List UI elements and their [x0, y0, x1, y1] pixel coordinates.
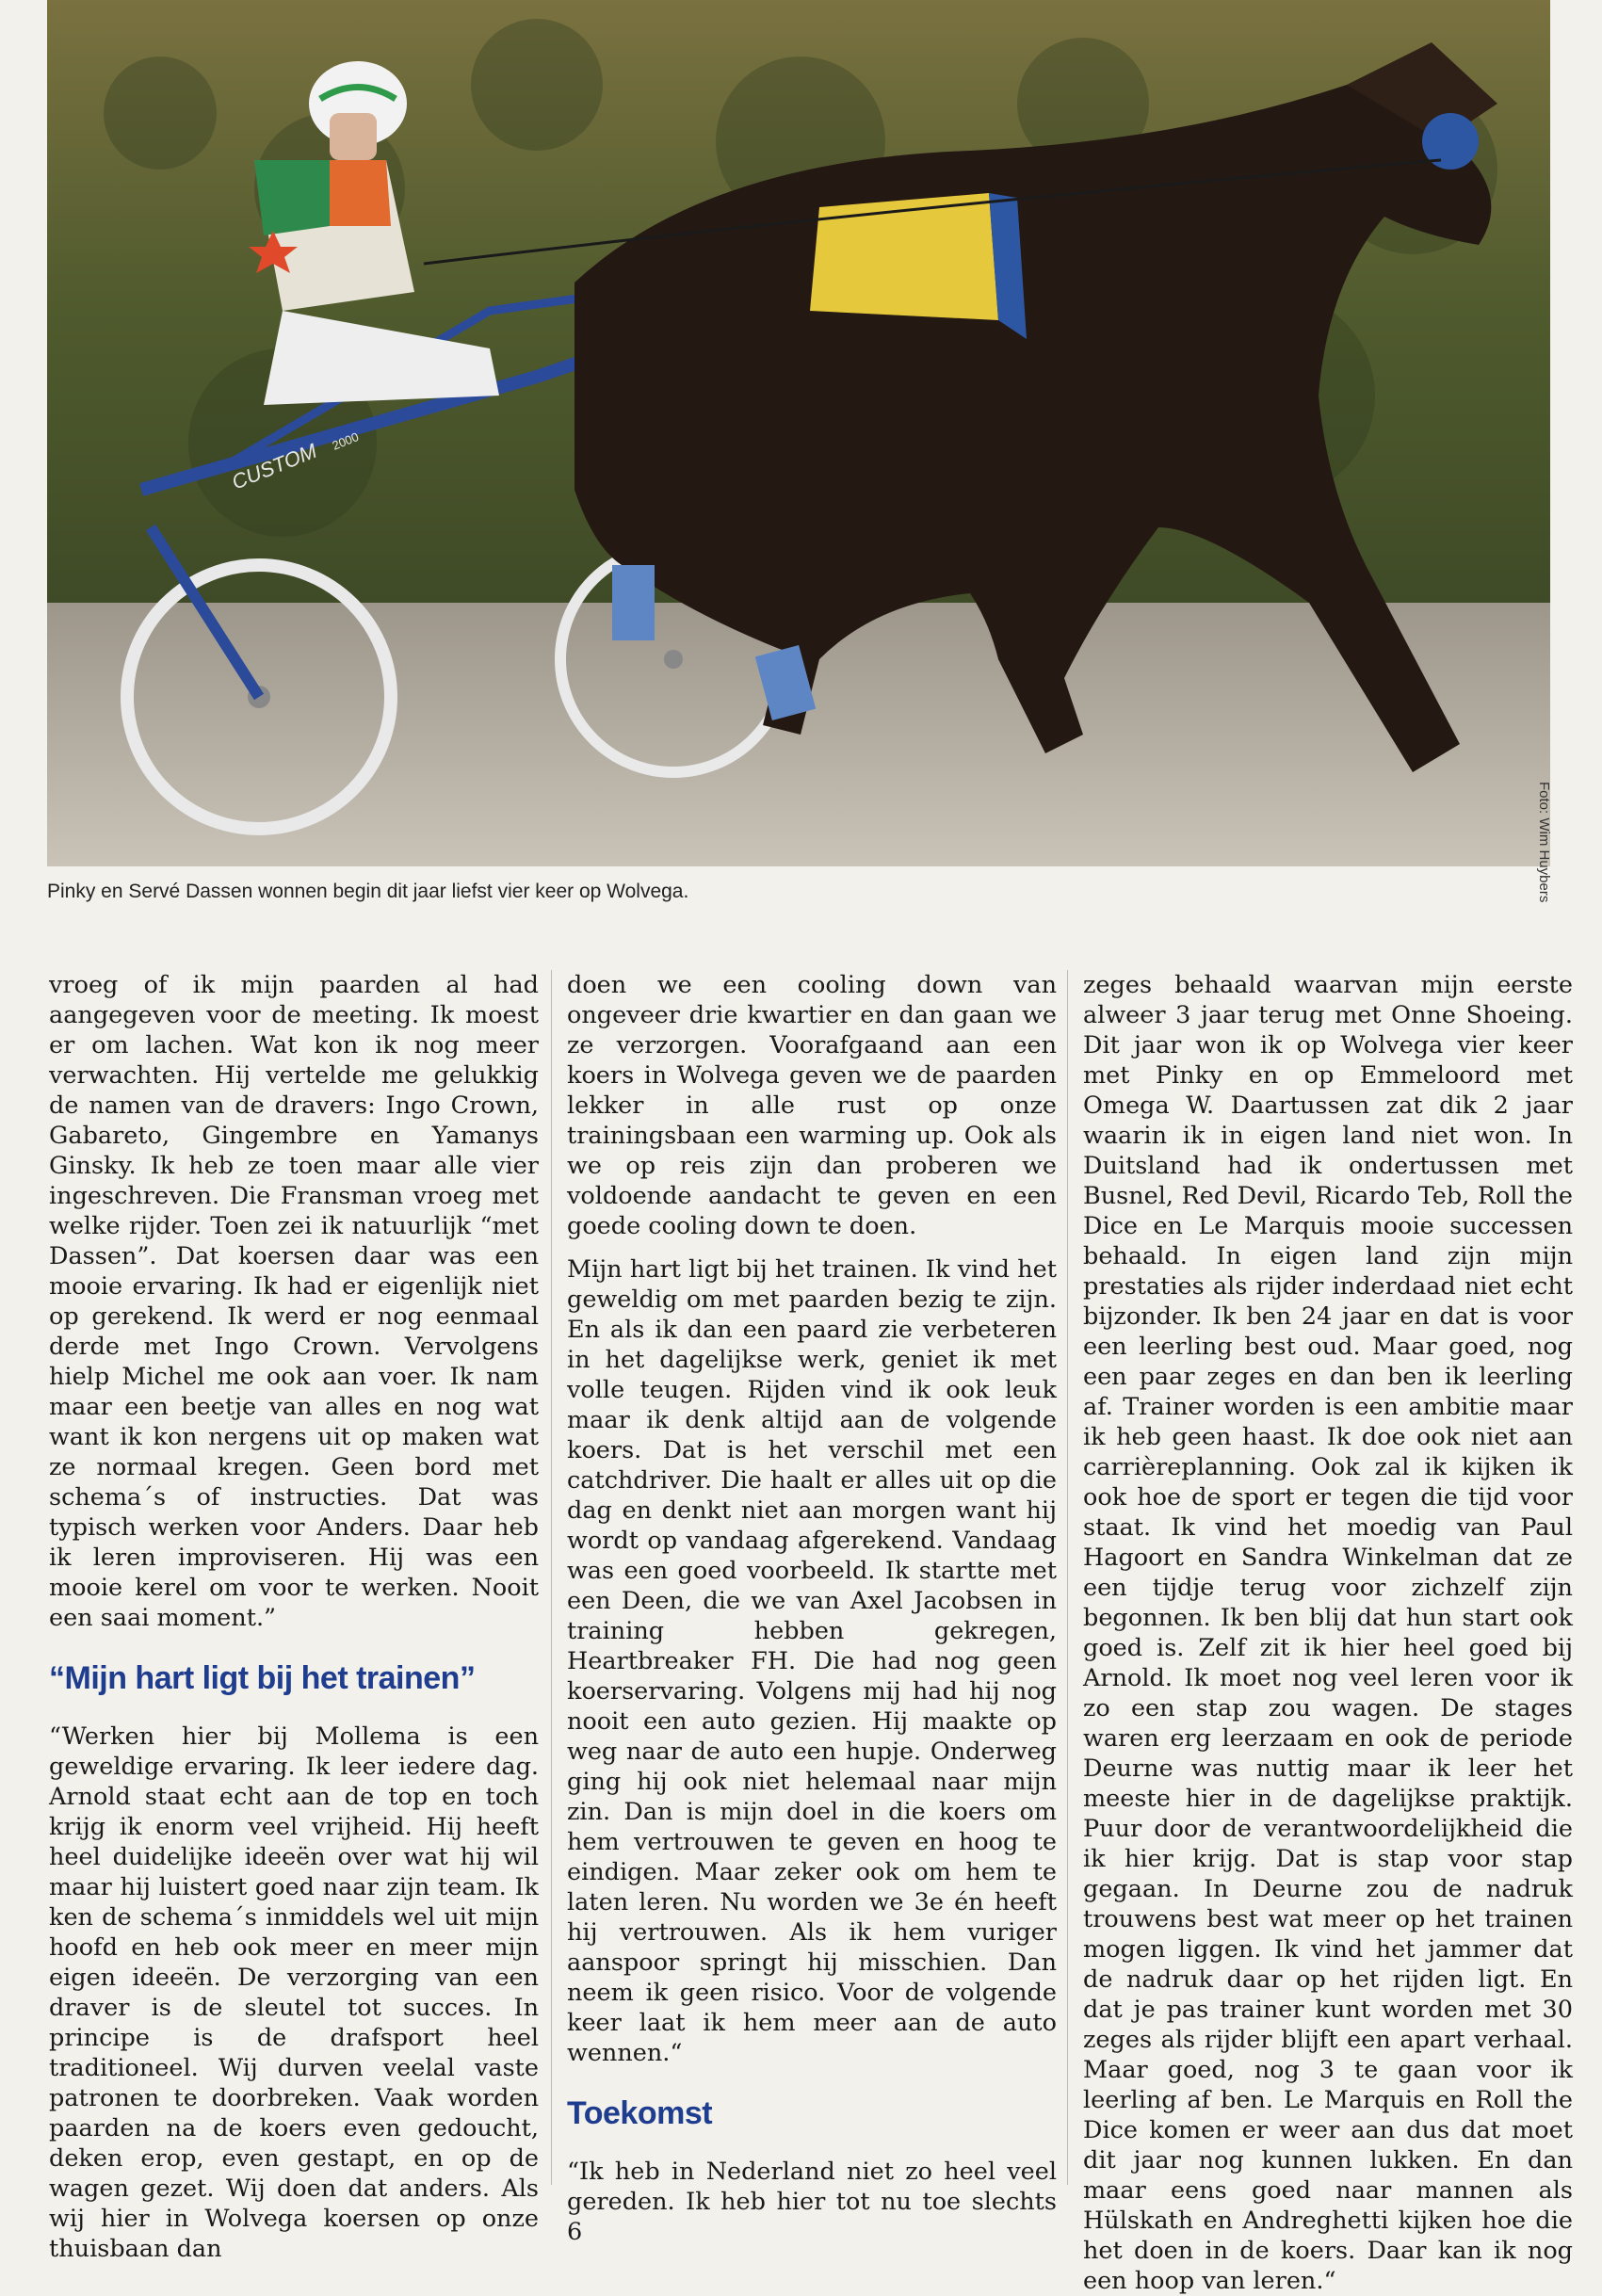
paragraph: doen we een cooling down van ongeveer drie kwartier en dan gaan we ze verzorgen. Voorafgaand aan een koers in Wolvega geven we de paarden lekker in alle rust op onze trainingsbaan een warming up. Ook als we op reis zijn dan proberen we voldoende aandacht te geven en een goede cooling down te doen.	[567, 971, 1057, 1240]
section-heading: “Mijn hart ligt bij het trainen”	[49, 1660, 476, 1696]
sulky-brand-label: CUSTOM	[228, 438, 320, 494]
paragraph: “Werken hier bij Mollema is een geweldige ervaring. Ik leer iedere dag. Arnold staat echt aan de top en toch krijg ik enorm veel vrijheid. Hij heeft heel duidelijke ideeën over wat hij wil maar hij luistert goed naar zijn team. Ik ken de schema´s inmiddels wel uit mijn hoofd en heb ook meer en meer mijn eigen ideeën. De verzorging van een draver is de sleutel tot succes. In principe is de drafsport heel traditioneel. Wij durven veelal vaste patronen te doorbreken. Vaak worden paarden na de koers even gedoucht, deken erop, even gestapt, en op de wagen gezet. Wij doen dat anders. Als wij hier in Wolvega koersen op onze thuisbaan dan	[49, 1722, 539, 2263]
section-heading: Toekomst	[567, 2095, 713, 2131]
article-column-1	[49, 970, 539, 2263]
article-column-3	[1083, 970, 1573, 2295]
photo-credit-text: Foto: Wim Huybers	[1536, 782, 1552, 903]
column-divider	[1067, 970, 1068, 2185]
sulky-model-label: 2000	[330, 429, 361, 453]
saddle-pad	[810, 193, 998, 320]
column-divider	[551, 970, 552, 2185]
photo-caption: Pinky en Servé Dassen wonnen begin dit jaar liefst vier keer op Wolvega.	[47, 881, 689, 902]
harness-racing-illustration	[47, 0, 1550, 866]
paragraph: Mijn hart ligt bij het trainen. Ik vind het geweldig om met paarden bezig te zijn. En als ik dan een paard zie verbeteren in het dagelijkse werk, geniet ik met volle teugen. Rijden vind ik ook leuk maar ik denk altijd aan de volgende koers. Dat is het verschil met een catchdriver. Die haalt er alles uit op die dag en denkt niet aan morgen want hij wordt op vandaag afgerekend. Vandaag was een goed voorbeeld. Ik startte met een Deen, die we van Axel Jacobsen in training hebben gekregen, Heartbreaker FH. Die had nog geen koerservaring. Volgens mij had hij nog nooit een auto gezien. Hij maakte op weg naar de auto een hupje. Onderweg ging hij ook niet helemaal naar mijn zin. Dan is mijn doel in die koers om hem vertrouwen te geven en hoog te eindigen. Maar zeker ook om hem te laten leren. Nu worden we 3e én heeft hij vertrouwen. Als ik hem vuriger aanspoor springt hij misschien. Dan neem ik geen risico. Voor de volgende keer laat ik hem meer aan de auto wennen.“	[567, 1255, 1057, 2067]
article-column-2	[567, 970, 1057, 2246]
paragraph: zeges behaald waarvan mijn eerste alweer 3 jaar terug met Onne Shoeing. Dit jaar won ik op Wolvega vier keer met Pinky en op Emmeloord met Omega W. Daartussen zat dik 2 jaar waarin ik in eigen land niet won. In Duitsland had ik ondertussen met Busnel, Red Devil, Ricardo Teb, Roll the Dice en Le Marquis mooie successen behaald. In eigen land zijn mijn prestaties als rijder inderdaad niet echt bijzonder. Ik ben 24 jaar en dat is voor een leerling best oud. Maar goed, nog een paar zeges en dan ben ik leerling af. Trainer worden is een ambitie maar ik heb geen haast. Ik doe ook niet aan carrièreplanning. Ook zal ik kijken ik ook hoe de sport er tegen die tijd voor staat. Ik vind het moedig van Paul Hagoort en Sandra Winkelman dat ze een tijdje terug voor zichzelf zijn begonnen. Ik ben blij dat hun start ook goed is. Zelf zit ik hier heel goed bij Arnold. Ik moet nog veel leren voor ik zo een stap zou wagen. De stages waren erg leerzaam en ook de periode Deurne was nuttig maar ik leer het meeste hier in de dagelijkse praktijk. Puur door de verantwoordelijkheid die ik hier krijg. Dat is stap voor stap gegaan. In Deurne zou de nadruk trouwens best wat meer op het trainen mogen liggen. Ik vind het jammer dat de nadruk daar op het rijden ligt. En dat je pas trainer kunt worden met 30 zeges als rijder blijft een apart verhaal. Maar goed, nog 3 te gaan voor ik leerling af ben. Le Marquis en Roll the Dice komen er weer aan dus dat moet dit jaar nog kunnen lukken. En dan maar eens goed naar mannen als Hülskath en Andreghetti kijken hoe die het doen in de koers. Daar kan ik nog een hoop van leren.“	[1083, 971, 1573, 2295]
paragraph: “Ik heb in Nederland niet zo heel veel gereden. Ik heb hier tot nu toe slechts 6	[567, 2158, 1057, 2246]
paragraph: vroeg of ik mijn paarden al had aangegeven voor de meeting. Ik moest er om lachen. Wat kon ik nog meer verwachten. Hij vertelde me gelukkig de namen van de dravers: Ingo Crown, Gabareto, Gingembre en Yamanys Ginsky. Ik heb ze toen maar alle vier ingeschreven. Die Fransman vroeg met welke rijder. Toen zei ik natuurlijk “met Dassen”. Dat koersen daar was een mooie ervaring. Ik had er eigenlijk niet op gerekend. Ik werd er nog eenmaal derde met Ingo Crown. Vervolgens hielp Michel me ook aan voer. Ik nam maar een beetje van alles en nog wat want ik kon nergens uit op maken wat ze normaal kregen. Geen bord met schema´s of instructies. Dat was typisch werken voor Anders. Daar heb ik leren improviseren. Hij was een mooie kerel om voor te werken. Nooit een saai moment.”	[49, 971, 539, 1632]
article-photo	[47, 0, 1550, 866]
